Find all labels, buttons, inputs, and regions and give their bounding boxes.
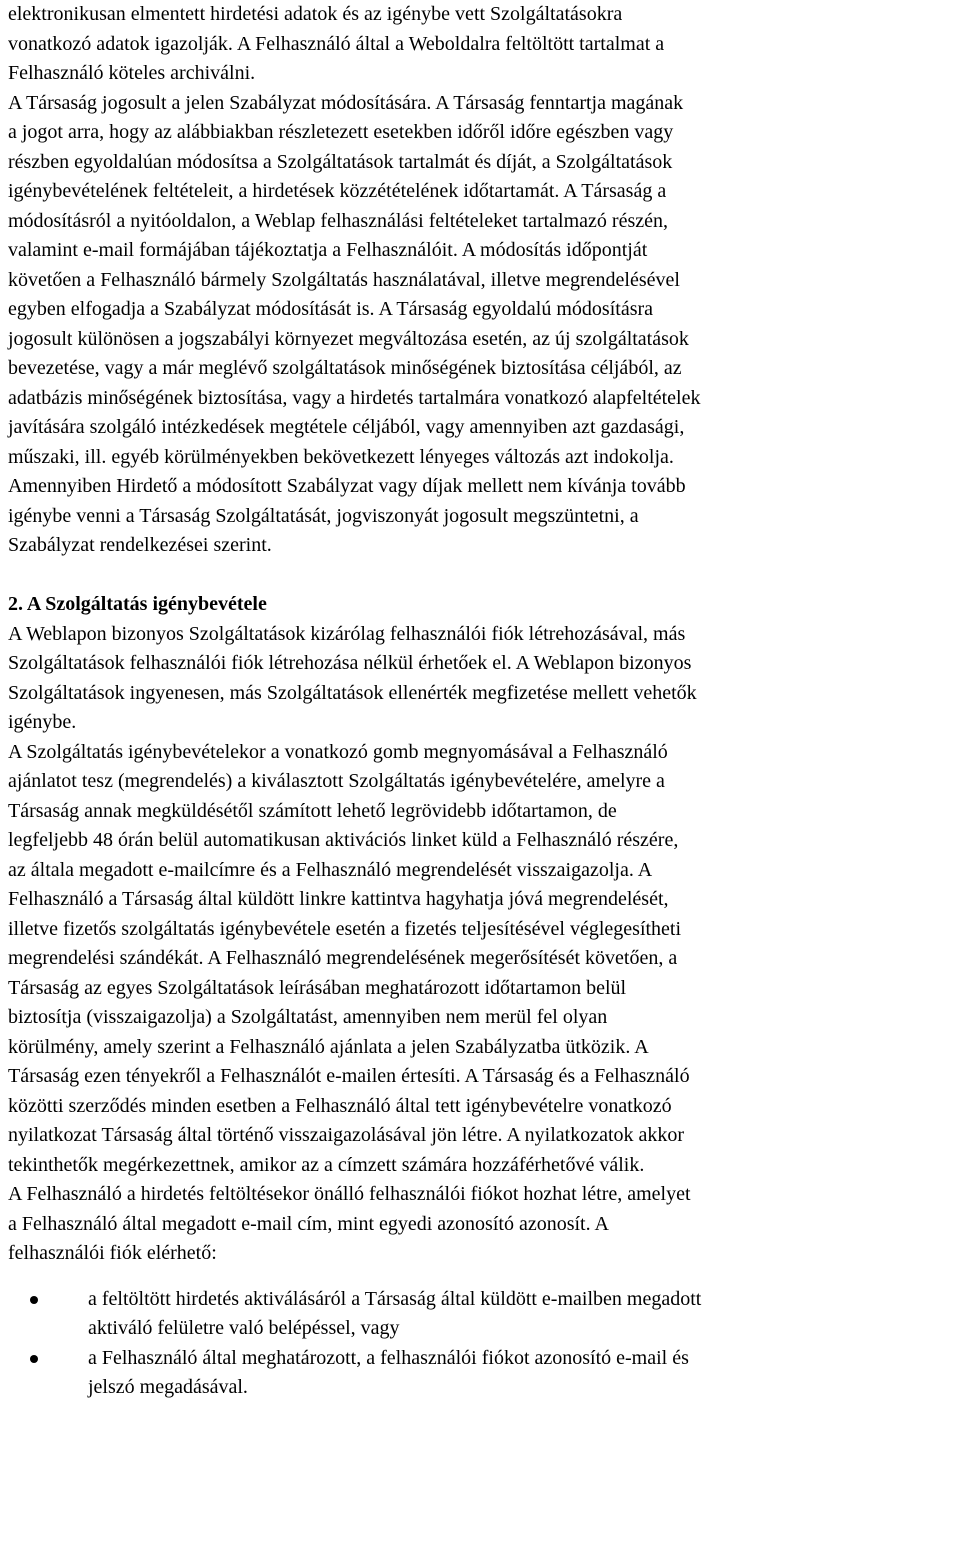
text-line: Társaság ezen tényekről a Felhasználót e-mailen értesíti. A Társaság és a Felhasználó (8, 1065, 690, 1087)
text-line: nyilatkozat Társaság által történő visszaigazolásával jön létre. A nyilatkozatok akkor (8, 1124, 685, 1146)
text-line: Szolgáltatások ingyenesen, más Szolgáltatások ellenérték megfizetése mellett vehetők (8, 681, 697, 704)
section-heading: 2. A Szolgáltatás igénybevétele (8, 593, 267, 615)
text-line: tekinthetők megérkezettnek, amikor az a címzett számára hozzáférhetővé válik. (8, 1153, 645, 1176)
text-line: részben egyoldalúan módosítsa a Szolgáltatások tartalmát és díját, a Szolgáltatások (8, 150, 673, 173)
list-item (8, 1344, 960, 1403)
terms-paragraph-modification (8, 0, 960, 561)
list-item (8, 1285, 960, 1344)
text-line: módosításról a nyitóoldalon, a Weblap felhasználási feltételeket tartalmazó részén, (8, 209, 668, 232)
text-line: felhasználói fiók elérhető: (8, 1242, 217, 1264)
account-access-list (8, 1285, 960, 1403)
text-line: a Felhasználó által megadott e-mail cím, mint egyedi azonosító azonosít. A (8, 1212, 609, 1235)
text-line: a jogot arra, hogy az alábbiakban részletezett esetekben időről időre egészben vagy (8, 121, 674, 143)
text-line: megrendelési szándékát. A Felhasználó megrendelésének megerősítését követően, a (8, 947, 678, 969)
text-line: A Szolgáltatás igénybevételekor a vonatkozó gomb megnyomásával a Felhasználó (8, 740, 668, 763)
text-line: Amennyiben Hirdető a módosított Szabályzat vagy díjak mellett nem kívánja tovább (8, 475, 686, 497)
text-line: Szabályzat rendelkezései szerint. (8, 534, 272, 556)
text-line: jogosult különösen a jogszabályi környezet megváltozása esetén, az új szolgáltatások (8, 327, 689, 350)
text-line: követően a Felhasználó bármely Szolgáltatás használatával, illetve megrendelésével (8, 268, 680, 291)
text-line: Társaság annak megküldésétől számított lehető legrövidebb időtartamon, de (8, 799, 617, 822)
text-line: A Felhasználó a hirdetés feltöltésekor önálló felhasználói fiókot hozhat létre, amelyet (8, 1183, 691, 1205)
text-line: valamint e-mail formájában tájékoztatja a Felhasználóit. A módosítás időpontját (8, 239, 648, 261)
text-line: igénybe. (8, 711, 77, 733)
text-line: bevezetése, vagy a már meglévő szolgáltatások minőségének biztosítása céljából, az (8, 357, 682, 379)
text-line: igénybe venni a Társaság Szolgáltatását, jogviszonyát jogosult megszüntetni, a (8, 504, 639, 527)
text-line: biztosítja (visszaigazolja) a Szolgáltatást, amennyiben nem merül fel olyan (8, 1006, 608, 1028)
section-2 (8, 590, 960, 1269)
text-line: igénybevételének feltételeit, a hirdetések közzétételének időtartamát. A Társaság a (8, 180, 667, 202)
bullet-icon (30, 1355, 38, 1363)
text-line: Társaság az egyes Szolgáltatások leírásában meghatározott időtartamon belül (8, 976, 627, 999)
text-line: Szolgáltatások felhasználói fiók létrehozása nélkül érhetőek el. A Weblapon bizonyos (8, 652, 692, 674)
list-item-text: a feltöltött hirdetés aktiválásáról a Társaság által küldött e-mailben megadott (88, 1287, 702, 1310)
text-line: vonatkozó adatok igazolják. A Felhasználó által a Weboldalra feltöltött tartalmat a (8, 32, 665, 55)
text-line: javítására szolgáló intézkedések megtétele céljából, vagy amennyiben azt gazdasági, (8, 416, 685, 438)
text-line: ajánlatot tesz (megrendelés) a kiválasztott Szolgáltatás igénybevételére, amelyre a (8, 770, 665, 792)
list-spacer (8, 1269, 960, 1285)
text-line: illetve fizetős szolgáltatás igénybevétele esetén a fizetés teljesítésével véglegesítheti (8, 917, 682, 940)
document-page (8, 0, 960, 1403)
text-line: legfeljebb 48 órán belül automatikusan aktivációs linket küld a Felhasználó részére, (8, 829, 679, 851)
text-line: műszaki, ill. egyéb körülményekben bekövetkezett lényeges változás azt indokolja. (8, 445, 674, 468)
text-line: közötti szerződés minden esetben a Felhasználó által tett igénybevételre vonatkozó (8, 1094, 672, 1117)
text-line: A Weblapon bizonyos Szolgáltatások kizárólag felhasználói fiók létrehozásával, más (8, 622, 686, 645)
text-line: A Társaság jogosult a jelen Szabályzat módosítására. A Társaság fenntartja magának (8, 91, 684, 114)
list-item-text: jelszó megadásával. (88, 1376, 248, 1398)
text-line: egyben elfogadja a Szabályzat módosítását is. A Társaság egyoldalú módosításra (8, 298, 654, 320)
bullet-icon (30, 1296, 38, 1304)
text-line: körülmény, amely szerint a Felhasználó ajánlata a jelen Szabályzatba ütközik. A (8, 1035, 649, 1058)
text-line: az általa megadott e-mailcímre és a Felhasználó megrendelését visszaigazolja. A (8, 858, 653, 881)
text-line: Felhasználó a Társaság által küldött linkre kattintva hagyhatja jóvá megrendelését, (8, 888, 669, 910)
list-item-text: a Felhasználó által meghatározott, a felhasználói fiókot azonosító e-mail és (88, 1346, 689, 1369)
text-line: Felhasználó köteles archiválni. (8, 62, 256, 84)
text-line: elektronikusan elmentett hirdetési adatok és az igénybe vett Szolgáltatásokra (8, 3, 623, 25)
text-line: adatbázis minőségének biztosítása, vagy a hirdetés tartalmára vonatkozó alapfeltételek (8, 386, 701, 409)
paragraph-spacer (8, 561, 960, 591)
list-item-text: aktiváló felületre való belépéssel, vagy (88, 1317, 400, 1339)
